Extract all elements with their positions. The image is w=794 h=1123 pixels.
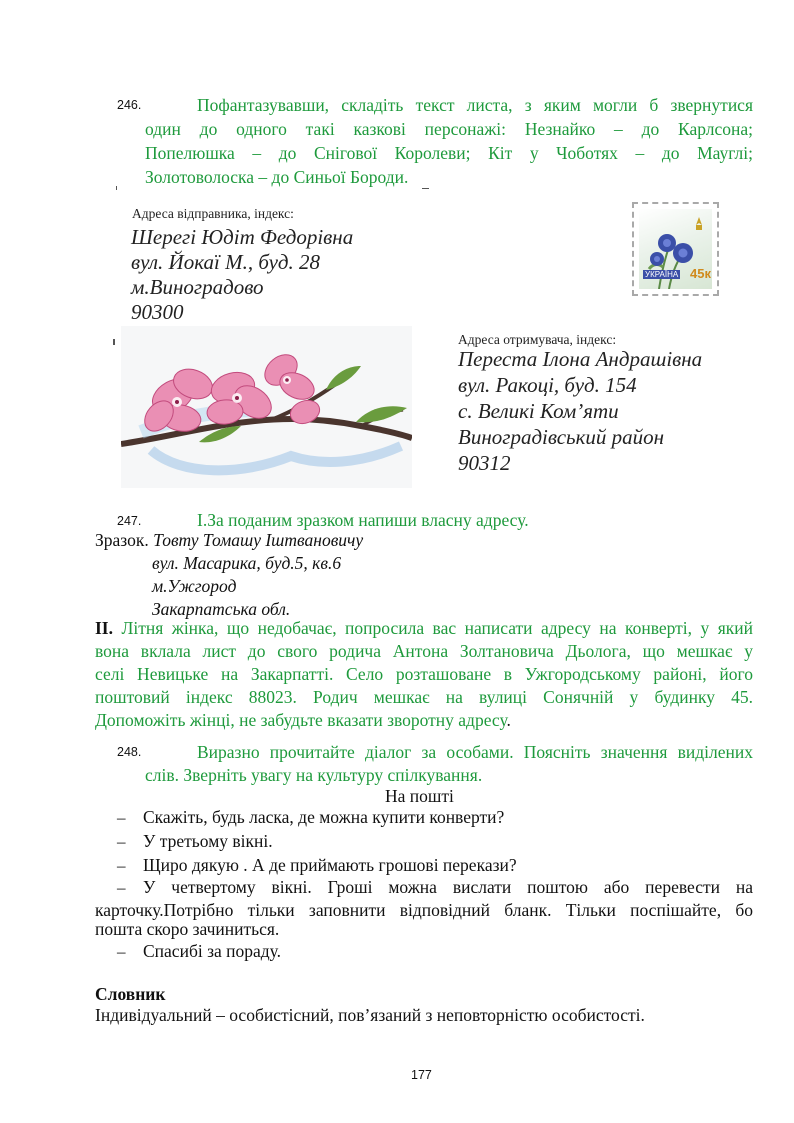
- exercise-247-number: 247.: [117, 514, 142, 528]
- exercise-247-task1: І.За поданим зразком напиши власну адресу.: [197, 510, 529, 530]
- dialog-line-2: У третьому вікні.: [143, 831, 273, 851]
- exercise-247-task2-line-1: [95, 617, 753, 641]
- exercise-247-task2-line-3: селі Невицьке на Закарпатті. Село розташоване в Ужгородському районі, його: [95, 664, 753, 684]
- exercise-246-line-1: Пофантазувавши, складіть текст листа, з яким могли б звернутися: [197, 95, 753, 115]
- sender-street: вул. Йокаї М., буд. 28: [131, 250, 320, 274]
- glossary-title: Словник: [95, 984, 166, 1004]
- exercise-248-line-2: слів. Зверніть увагу на культуру спілкування.: [145, 765, 483, 785]
- task2-end: .: [506, 710, 511, 730]
- sample-city: м.Ужгород: [152, 576, 237, 596]
- task2-text-1: Літня жінка, що недобачає, попросила вас написати адресу на конверті, у який: [121, 618, 754, 638]
- exercise-247-task2-line-5: [95, 709, 511, 733]
- recipient-village: с. Великі Ком’яти: [458, 399, 619, 423]
- exercise-247-task2-line-4: поштовий індекс 88023. Родич мешкає на вулиці Сонячній у будинку 45.: [95, 687, 753, 707]
- exercise-248-line-1: Виразно прочитайте діалог за особами. Поясніть значення виділених: [197, 742, 753, 762]
- dialog-line-4-cont-1: карточку.Потрібно тільки заповнити відповідний бланк. Тільки поспішайте, бо: [95, 900, 753, 920]
- dialog-line-4-cont-2: пошта скоро зачиниться.: [95, 919, 280, 939]
- sender-label: Адреса відправника, індекс:: [132, 206, 294, 221]
- exercise-246-line-2: один до одного такі казкові персонажі: Незнайко – до Карлсона;: [145, 119, 753, 139]
- stamp-value: 45к: [690, 266, 711, 281]
- exercise-246-line-4: Золотоволоска – до Синьої Бороди.: [145, 167, 409, 187]
- dialog-dash-3: –: [117, 856, 126, 875]
- dialog-line-1: Скажіть, будь ласка, де можна купити конверти?: [143, 807, 505, 827]
- dialog-line-3: Щиро дякую . А де приймають грошові перекази?: [143, 855, 517, 875]
- recipient-street: вул. Ракоці, буд. 154: [458, 373, 637, 397]
- sender-name: Шерегі Юдіт Федорівна: [131, 225, 354, 249]
- blossom-branch-icon: [121, 326, 412, 488]
- dialog-line-5: Спасибі за пораду.: [143, 941, 282, 961]
- exercise-248-number: 248.: [117, 745, 142, 759]
- dialog-title: На пошті: [385, 786, 454, 806]
- dialog-dash-1: –: [117, 808, 126, 827]
- dialog-dash-2: –: [117, 832, 126, 851]
- envelope-corner-mark-right: [422, 188, 429, 189]
- sample-name: Товту Томашу Іштвановичу: [153, 530, 364, 550]
- exercise-246-number: 246.: [117, 98, 142, 112]
- dialog-line-4: У четвертому вікні. Гроші можна вислати поштою або перевести на: [143, 877, 753, 897]
- recipient-name: Переста Ілона Андрашівна: [458, 347, 703, 371]
- page-number: 177: [411, 1068, 432, 1082]
- blossom-illustration: [121, 326, 412, 488]
- dialog-dash-4: –: [117, 878, 126, 897]
- envelope-left-mark: [113, 339, 115, 345]
- recipient-index: 90312: [458, 451, 511, 475]
- sample-region: Закарпатська обл.: [152, 599, 291, 619]
- sample-street: вул. Масарика, буд.5, кв.6: [152, 553, 342, 573]
- dialog-dash-5: –: [117, 942, 126, 961]
- postage-stamp: [632, 202, 719, 296]
- sample-line-1: [95, 529, 363, 553]
- exercise-246-line-3: Попелюшка – до Снігової Королеви; Кіт у Чоботях – до Мауглі;: [145, 143, 753, 163]
- task2-marker: ІІ.: [95, 618, 113, 638]
- glossary-entry: Індивідуальний – особистісний, пов’язаний з неповторністю особистості.: [95, 1005, 645, 1025]
- sender-index: 90300: [131, 300, 184, 324]
- stamp-country: УКРАЇНА: [645, 270, 679, 279]
- sample-label: Зразок.: [95, 530, 149, 550]
- envelope-corner-mark-left: [116, 186, 117, 190]
- recipient-district: Виноградівський район: [458, 425, 665, 449]
- sender-city: м.Виноградово: [131, 275, 264, 299]
- task2-text-5: Допоможіть жінці, не забудьте вказати зворотну адресу: [95, 710, 507, 730]
- exercise-247-task2-line-2: вона вклала лист до свого родича Антона Золтановича Дьолога, що мешкає у: [95, 641, 753, 661]
- recipient-label: Адреса отримувача, індекс:: [458, 332, 617, 347]
